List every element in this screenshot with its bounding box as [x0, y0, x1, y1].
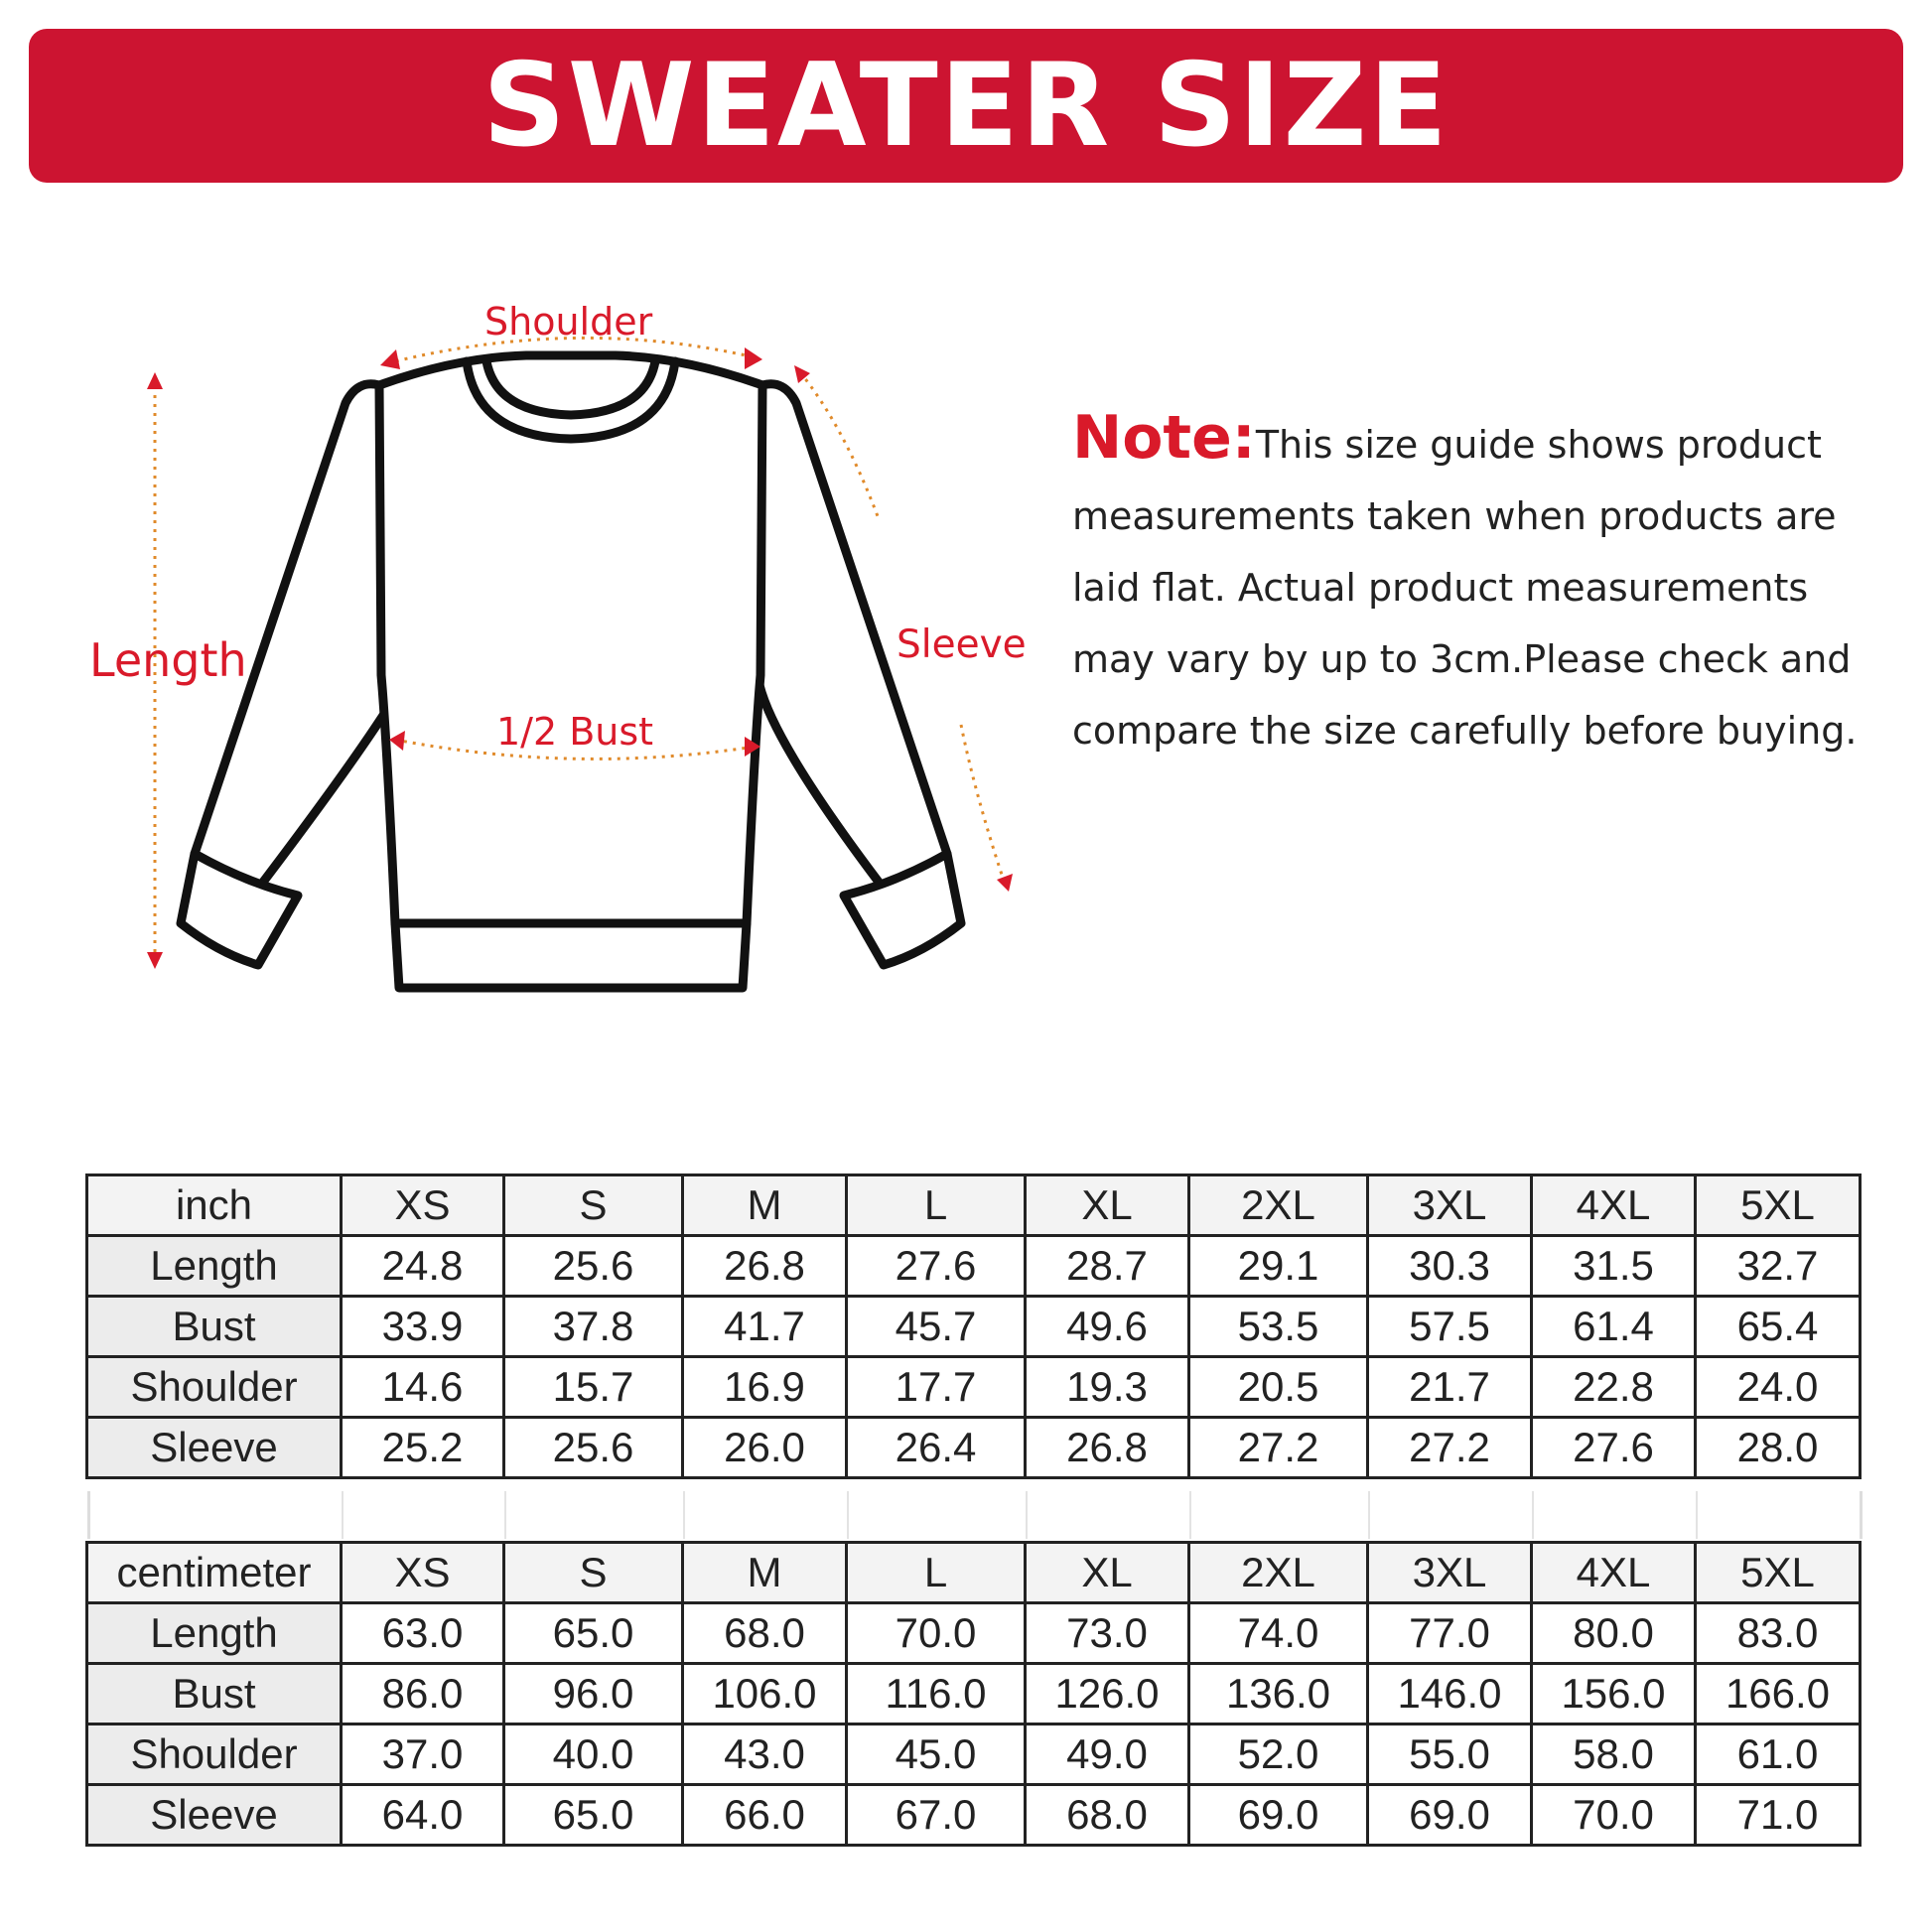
unit-cell: inch [87, 1175, 342, 1236]
table-cell: 68.0 [683, 1603, 847, 1664]
table-cell: 156.0 [1532, 1664, 1696, 1725]
table-cell: 25.6 [504, 1418, 683, 1478]
size-header: L [847, 1543, 1026, 1603]
table-cell: 27.6 [847, 1236, 1026, 1297]
note-text: This size guide shows product measurements taken when products are laid flat. Actual product measurements may vary by up to 3cm.Please check and compare the size carefully before buying. [1072, 423, 1858, 753]
size-header: L [847, 1175, 1026, 1236]
length-arrow-head-bottom [147, 952, 163, 969]
table-cell: 80.0 [1532, 1603, 1696, 1664]
table-cell: 41.7 [683, 1297, 847, 1357]
table-cell: 146.0 [1368, 1664, 1532, 1725]
table-cell: 65.4 [1696, 1297, 1861, 1357]
row-label: Shoulder [87, 1357, 342, 1418]
table-row [87, 1297, 1861, 1357]
size-header: 4XL [1532, 1543, 1696, 1603]
table-cell: 19.3 [1026, 1357, 1189, 1418]
table-cell: 83.0 [1696, 1603, 1861, 1664]
size-header: 5XL [1696, 1543, 1861, 1603]
table-cell: 26.8 [1026, 1418, 1189, 1478]
table-cell: 74.0 [1189, 1603, 1368, 1664]
table-cell: 25.6 [504, 1236, 683, 1297]
spacer-divider [1368, 1491, 1370, 1539]
spacer-divider [1189, 1491, 1191, 1539]
table-cell: 61.4 [1532, 1297, 1696, 1357]
table-row [87, 1418, 1861, 1478]
spacer-divider [847, 1491, 849, 1539]
size-header: 3XL [1368, 1543, 1532, 1603]
size-header: S [504, 1543, 683, 1603]
table-cell: 26.8 [683, 1236, 847, 1297]
shoulder-arrow-head-left [380, 349, 400, 369]
table-cell: 28.7 [1026, 1236, 1189, 1297]
table-cell: 55.0 [1368, 1725, 1532, 1785]
table-header-row [87, 1543, 1861, 1603]
table-cell: 22.8 [1532, 1357, 1696, 1418]
table-cell: 53.5 [1189, 1297, 1368, 1357]
table-row [87, 1664, 1861, 1725]
table-cell: 86.0 [342, 1664, 504, 1725]
length-arrow-head-top [147, 372, 163, 389]
table-cell: 40.0 [504, 1725, 683, 1785]
size-header: 4XL [1532, 1175, 1696, 1236]
bust-label: 1/2 Bust [496, 710, 654, 754]
shoulder-arrow-head-right [745, 347, 762, 369]
table-row [87, 1357, 1861, 1418]
spacer-divider [504, 1491, 506, 1539]
table-cell: 26.4 [847, 1418, 1026, 1478]
sweater-outline [181, 355, 961, 988]
sleeve-arrow-lower [961, 725, 1005, 884]
row-label: Shoulder [87, 1725, 342, 1785]
table-cell: 96.0 [504, 1664, 683, 1725]
size-header: M [683, 1543, 847, 1603]
table-cell: 49.6 [1026, 1297, 1189, 1357]
table-cell: 65.0 [504, 1785, 683, 1846]
row-label: Sleeve [87, 1785, 342, 1846]
table-cell: 116.0 [847, 1664, 1026, 1725]
sleeve-label: Sleeve [897, 622, 1027, 667]
size-header: XS [342, 1175, 504, 1236]
table-cell: 49.0 [1026, 1725, 1189, 1785]
centimeter-size-table [85, 1541, 1862, 1847]
table-cell: 20.5 [1189, 1357, 1368, 1418]
table-row [87, 1785, 1861, 1846]
table-cell: 24.0 [1696, 1357, 1861, 1418]
table-cell: 57.5 [1368, 1297, 1532, 1357]
table-cell: 28.0 [1696, 1418, 1861, 1478]
table-cell: 17.7 [847, 1357, 1026, 1418]
table-cell: 68.0 [1026, 1785, 1189, 1846]
table-cell: 73.0 [1026, 1603, 1189, 1664]
table-cell: 32.7 [1696, 1236, 1861, 1297]
size-header: XL [1026, 1543, 1189, 1603]
spacer-divider [1026, 1491, 1028, 1539]
table-cell: 21.7 [1368, 1357, 1532, 1418]
table-cell: 58.0 [1532, 1725, 1696, 1785]
size-header: XL [1026, 1175, 1189, 1236]
table-cell: 136.0 [1189, 1664, 1368, 1725]
table-cell: 37.8 [504, 1297, 683, 1357]
table-row [87, 1725, 1861, 1785]
table-cell: 70.0 [1532, 1785, 1696, 1846]
table-cell: 37.0 [342, 1725, 504, 1785]
size-header: 2XL [1189, 1543, 1368, 1603]
table-cell: 69.0 [1189, 1785, 1368, 1846]
page-title: SWEATER SIZE [483, 38, 1449, 173]
sleeve-arrow-head-bottom [997, 874, 1013, 892]
table-cell: 25.2 [342, 1418, 504, 1478]
table-cell: 30.3 [1368, 1236, 1532, 1297]
table-cell: 65.0 [504, 1603, 683, 1664]
table-header-row [87, 1175, 1861, 1236]
spacer-divider [1532, 1491, 1534, 1539]
size-header: 5XL [1696, 1175, 1861, 1236]
row-label: Bust [87, 1297, 342, 1357]
table-cell: 126.0 [1026, 1664, 1189, 1725]
row-label: Bust [87, 1664, 342, 1725]
table-cell: 52.0 [1189, 1725, 1368, 1785]
size-header: 3XL [1368, 1175, 1532, 1236]
spacer-divider [342, 1491, 344, 1539]
size-header: S [504, 1175, 683, 1236]
table-cell: 71.0 [1696, 1785, 1861, 1846]
table-cell: 77.0 [1368, 1603, 1532, 1664]
table-cell: 67.0 [847, 1785, 1026, 1846]
note-label: Note: [1072, 403, 1256, 473]
table-cell: 27.6 [1532, 1418, 1696, 1478]
sweater-diagram [60, 278, 1052, 1033]
spacer-divider [1696, 1491, 1698, 1539]
table-cell: 27.2 [1189, 1418, 1368, 1478]
row-label: Sleeve [87, 1418, 342, 1478]
table-cell: 63.0 [342, 1603, 504, 1664]
table-cell: 15.7 [504, 1357, 683, 1418]
row-label: Length [87, 1236, 342, 1297]
table-cell: 106.0 [683, 1664, 847, 1725]
table-cell: 31.5 [1532, 1236, 1696, 1297]
size-header: M [683, 1175, 847, 1236]
unit-cell: centimeter [87, 1543, 342, 1603]
table-cell: 69.0 [1368, 1785, 1532, 1846]
table-spacer [87, 1491, 1863, 1539]
size-header: 2XL [1189, 1175, 1368, 1236]
table-cell: 166.0 [1696, 1664, 1861, 1725]
table-cell: 29.1 [1189, 1236, 1368, 1297]
table-cell: 26.0 [683, 1418, 847, 1478]
table-cell: 14.6 [342, 1357, 504, 1418]
length-label: Length [89, 633, 247, 687]
table-cell: 45.7 [847, 1297, 1026, 1357]
table-row [87, 1236, 1861, 1297]
spacer-divider [683, 1491, 685, 1539]
table-cell: 33.9 [342, 1297, 504, 1357]
table-cell: 70.0 [847, 1603, 1026, 1664]
table-cell: 43.0 [683, 1725, 847, 1785]
table-row [87, 1603, 1861, 1664]
table-cell: 24.8 [342, 1236, 504, 1297]
shoulder-label: Shoulder [484, 300, 653, 344]
table-cell: 61.0 [1696, 1725, 1861, 1785]
size-note [1072, 402, 1886, 766]
table-cell: 16.9 [683, 1357, 847, 1418]
size-header: XS [342, 1543, 504, 1603]
row-label: Length [87, 1603, 342, 1664]
table-cell: 64.0 [342, 1785, 504, 1846]
table-cell: 45.0 [847, 1725, 1026, 1785]
inch-size-table [85, 1173, 1862, 1479]
table-cell: 66.0 [683, 1785, 847, 1846]
title-banner [29, 29, 1903, 183]
table-cell: 27.2 [1368, 1418, 1532, 1478]
